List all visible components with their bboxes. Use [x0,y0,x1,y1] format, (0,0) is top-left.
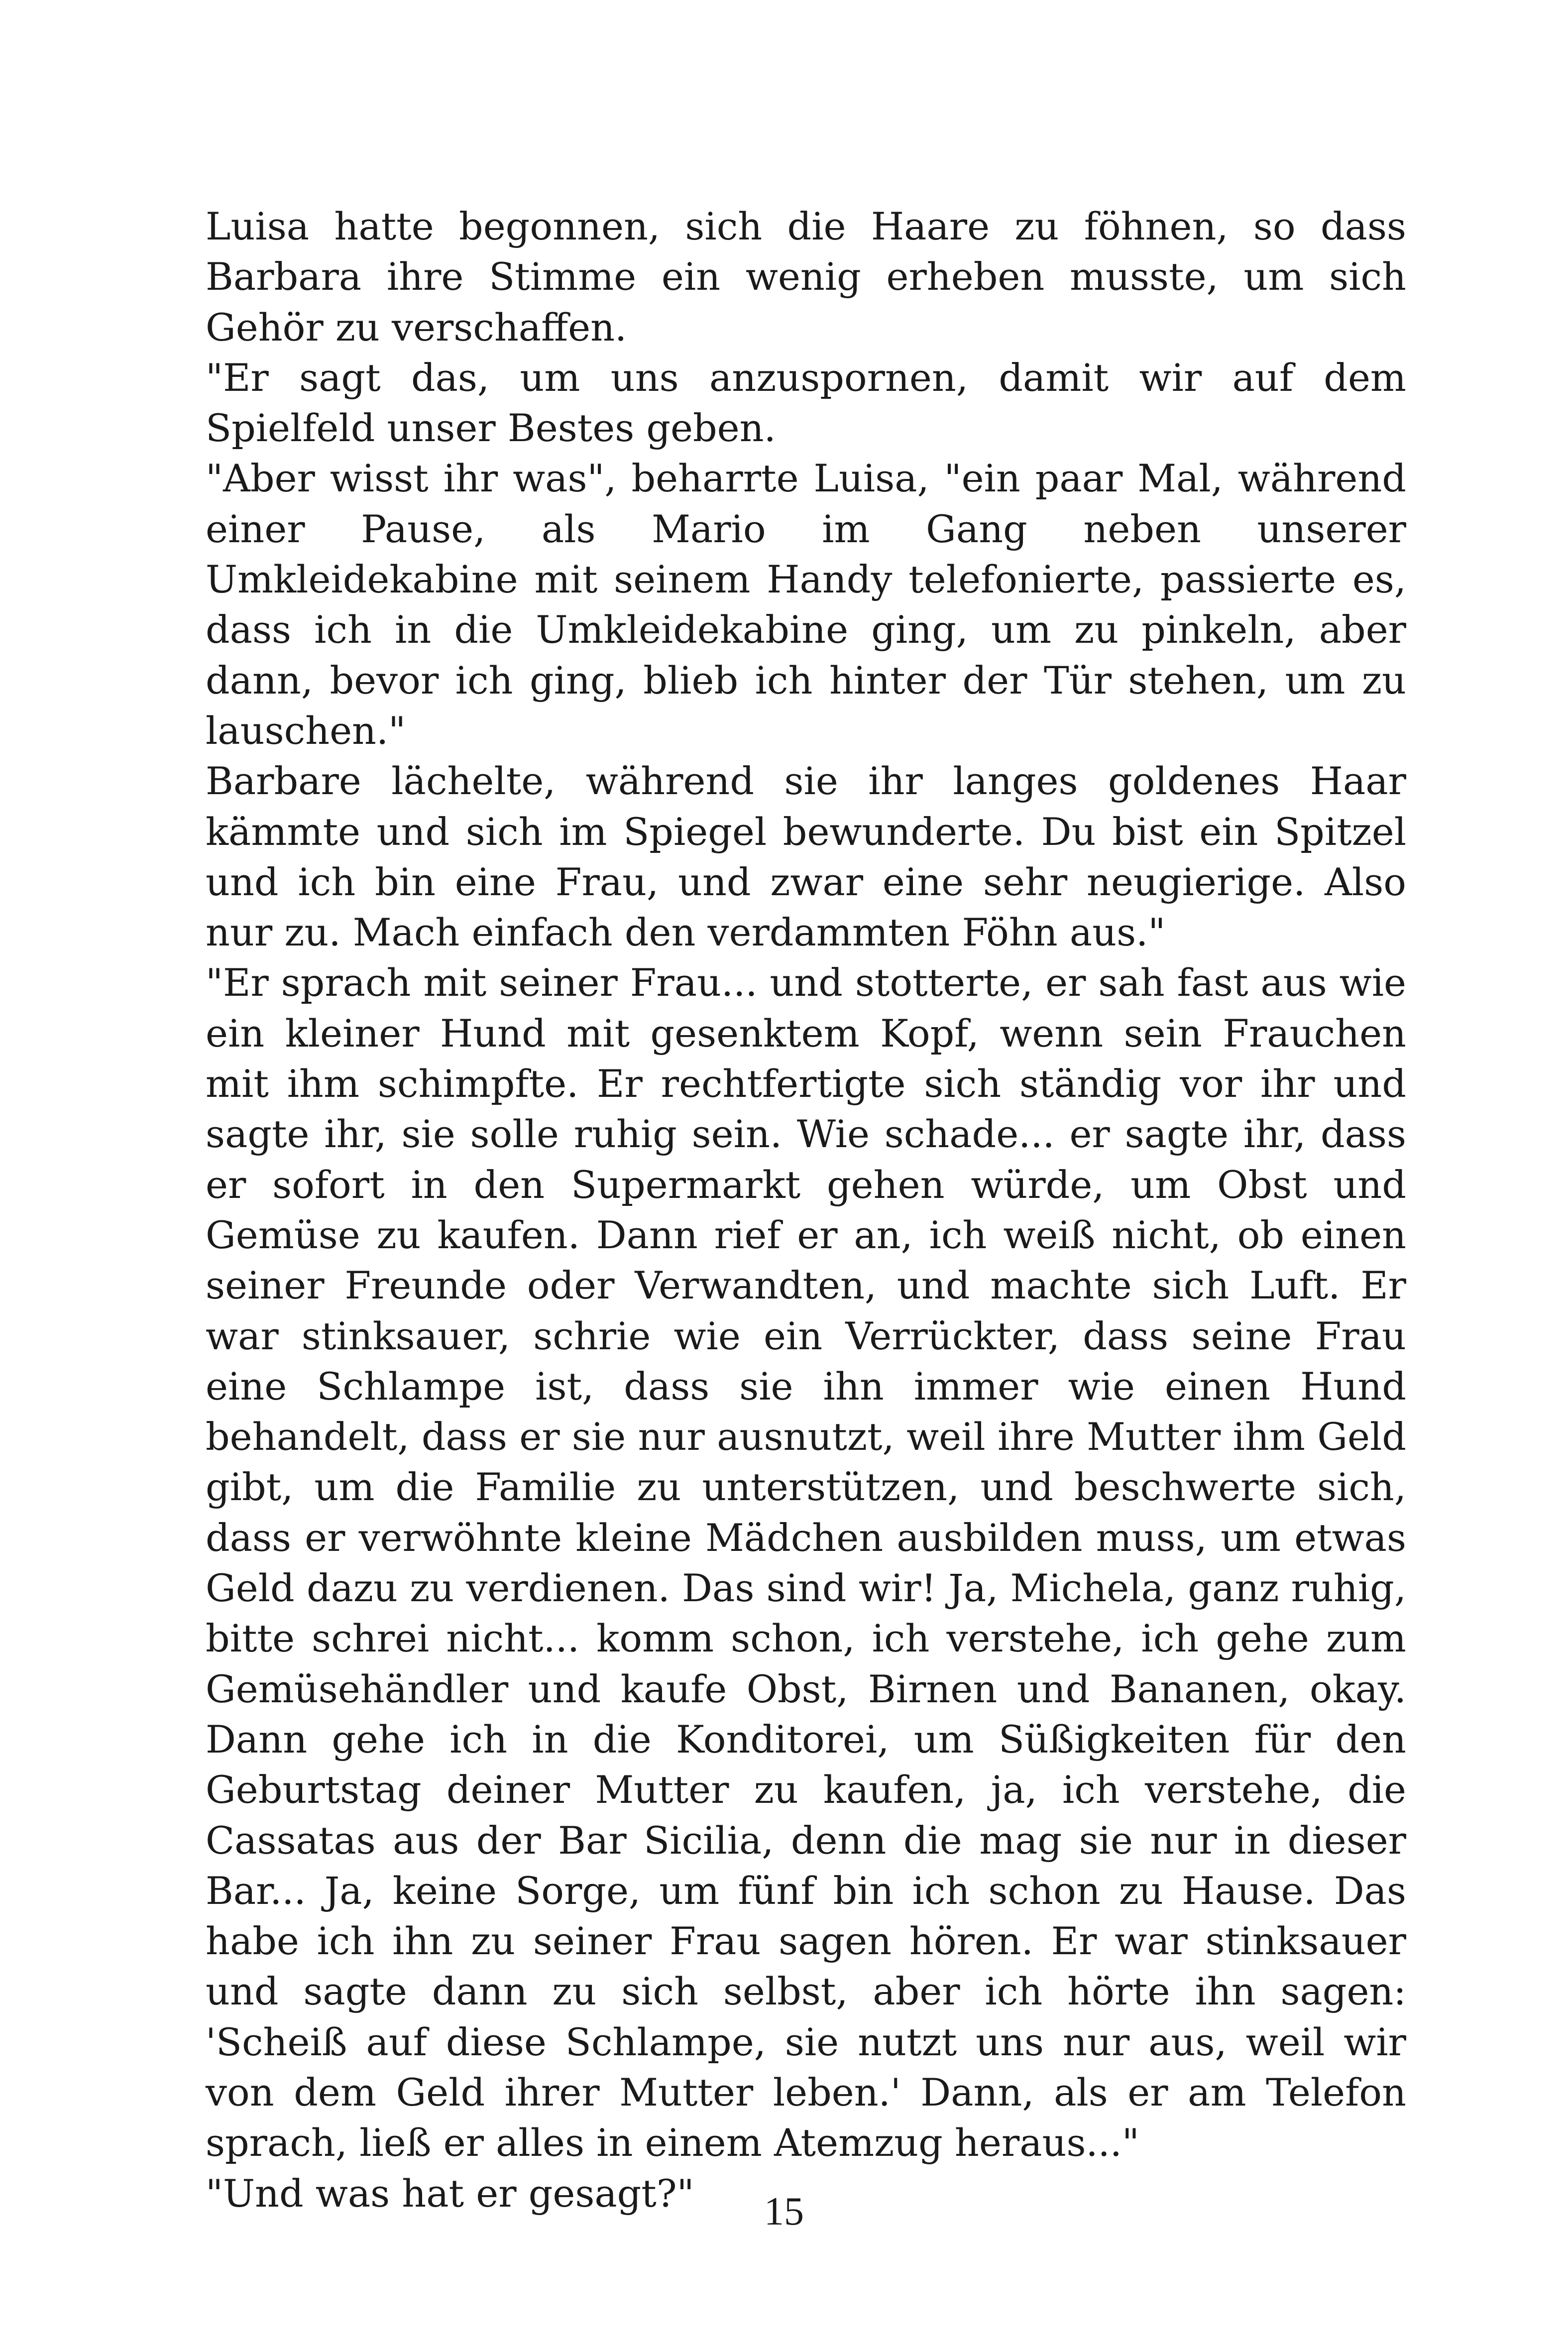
paragraph-1: Luisa hatte begonnen, sich die Haare zu föhnen, so dass Barbara ihre Stimme ein wenig erheben musste, um sich Gehör zu verschaffen. [206,204,1406,350]
paragraph-2: "Er sagt das, um uns anzuspornen, damit wir auf dem Spielfeld unser Bestes geben. [206,355,1406,451]
body-text [206,201,1406,2219]
paragraph-5: "Er sprach mit seiner Frau... und stotterte, er sah fast aus wie ein kleiner Hund mit gesenktem Kopf, wenn sein Frauchen mit ihm schimpfte. Er rechtfertigte sich ständig vor ihr und sagte ihr, sie solle ruhig sein. Wie schade... er sagte ihr, dass er sofort in den Supermarkt gehen würde, um Obst und Gemüse zu kaufen. Dann rief er an, ich weiß nicht, ob einen seiner Freunde oder Verwandten, und machte sich Luft. Er war stinksauer, schrie wie ein Verrückter, dass seine Frau eine Schlampe ist, dass sie ihn immer wie einen Hund behandelt, dass er sie nur ausnutzt, weil ihre Mutter ihm Geld gibt, um die Familie zu unterstützen, und beschwerte sich, dass er verwöhnte kleine Mädchen ausbilden muss, um etwas Geld dazu zu verdienen. Das sind wir! Ja, Michela, ganz ruhig, bitte schrei nicht... komm schon, ich verstehe, ich gehe zum Gemüsehändler und kaufe Obst, Birnen und Bananen, okay. Dann gehe ich in die Konditorei, um Süßigkeiten für den Geburtstag deiner Mutter zu kaufen, ja, ich verstehe, die Cassatas aus der Bar Sicilia, denn die mag sie nur in dieser Bar... Ja, keine Sorge, um fünf bin ich schon zu Hause. Das habe ich ihn zu seiner Frau sagen hören. Er war stinksauer und sagte dann zu sich selbst, aber ich hörte ihn sagen: 'Scheiß auf diese Schlampe, sie nutzt uns nur aus, weil wir von dem Geld ihrer Mutter leben.' Dann, als er am Telefon sprach, ließ er alles in einem Atemzug heraus..." [206,960,1406,2165]
page-number: 15 [764,2190,804,2234]
paragraph-6: "Und was hat er gesagt?" [206,2171,694,2216]
paragraph-4: Barbare lächelte, während sie ihr langes goldenes Haar kämmte und sich im Spiegel bewunderte. Du bist ein Spitzel und ich bin eine Frau, und zwar eine sehr neugierige. Also nur zu. Mach einfach den verdammten Föhn aus." [206,759,1406,955]
paragraph-3: "Aber wisst ihr was", beharrte Luisa, "ein paar Mal, während einer Pause, als Mario im Gang neben unserer Umkleidekabine mit seinem Handy telefonierte, passierte es, dass ich in die Umkleidekabine ging, um zu pinkeln, aber dann, bevor ich ging, blieb ich hinter der Tür stehen, um zu lauschen." [206,456,1406,753]
